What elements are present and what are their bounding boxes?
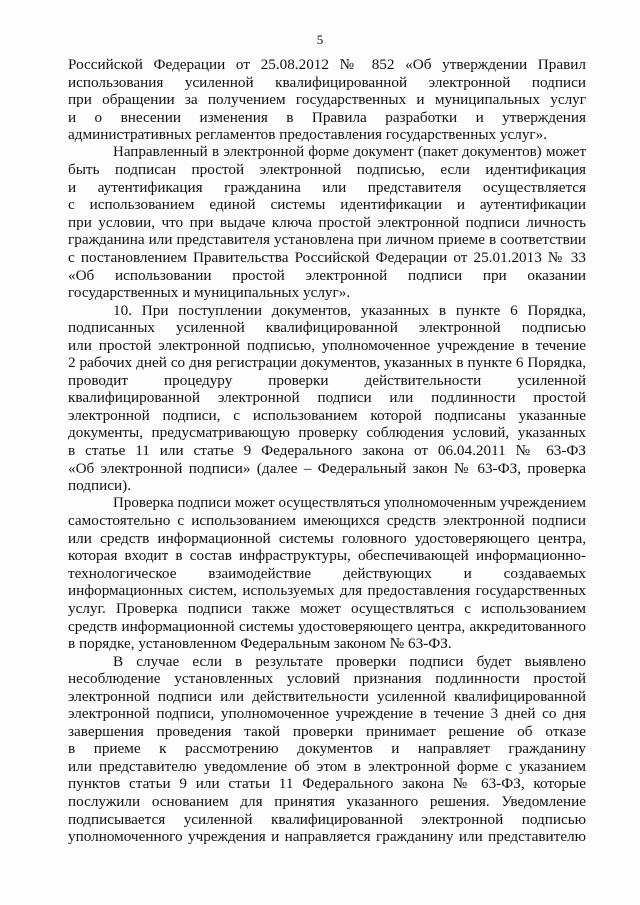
text-line: самостоятельно с использованием имеющихся средств электронной подписи [68, 512, 586, 530]
document-body [68, 56, 586, 846]
text-line: с постановлением Правительства Российской Федерации от 25.01.2013 № 33 [68, 249, 586, 267]
text-line: государственных и муниципальных услуг». [68, 284, 351, 302]
text-line: документы, предусматривающую проверку соблюдения условий, указанных [68, 424, 586, 442]
text-line: уполномоченного учреждения и направляется гражданину или представителю [68, 828, 586, 846]
text-line: или простой электронной подписью, уполномоченное учреждение в течение [68, 336, 586, 354]
page-number: 5 [316, 32, 324, 47]
text-line: информационных систем, используемых для предоставления государственных [68, 582, 586, 600]
text-line: квалифицированной электронной подписи или подлинности простой [68, 389, 586, 407]
text-line: или представителю уведомление об этом в электронной форме с указанием [68, 757, 586, 775]
text-line: при обращении за получением государственных и муниципальных услуг [68, 91, 586, 109]
text-line: гражданина или представителя установлена при личном приеме в соответствии [68, 231, 586, 249]
text-line: Проверка подписи может осуществляться уполномоченным учреждением [113, 494, 586, 511]
text-line: в порядке, установленном Федеральным законом № 63-ФЗ. [68, 635, 452, 653]
text-line: завершения проведения такой проверки принимает решение об отказе [68, 722, 586, 740]
text-line: послужили основанием для принятия указанного решения. Уведомление [68, 792, 586, 810]
paragraph [68, 144, 586, 302]
text-line: Направленный в электронной форме документ (пакет документов) может [113, 143, 586, 160]
text-line: 10. При поступлении документов, указанных в пункте 6 Порядка, [113, 301, 586, 319]
paragraph [68, 56, 586, 144]
text-line: В случае если в результате проверки подписи будет выявлено [113, 652, 586, 670]
text-line: «Об электронной подписи» (далее – Федеральный закон № 63-ФЗ, проверка [68, 459, 586, 477]
text-line: использования усиленной квалифицированной электронной подписи [68, 73, 586, 91]
text-line: и о внесении изменения в Правила разработки и утверждения [68, 108, 586, 126]
text-line: при условии, что при выдаче ключа простой электронной подписи личность [68, 213, 586, 231]
paragraph [68, 302, 586, 495]
text-line: с использованием единой системы идентификации и аутентификации [68, 196, 586, 214]
text-line: 2 рабочих дней со дня регистрации документов, указанных в пункте 6 Порядка, [68, 354, 586, 372]
text-line: услуг. Проверка подписи также может осуществляться с использованием [68, 599, 586, 617]
paragraph [68, 653, 586, 846]
text-line: подписывается усиленной квалифицированной электронной подписью [68, 810, 586, 828]
text-line: проводит процедуру проверки действительности усиленной [68, 371, 586, 389]
text-line: административных регламентов предоставления государственных услуг». [68, 126, 548, 144]
text-line: в статье 11 или статье 9 Федерального закона от 06.04.2011 № 63-ФЗ [68, 442, 586, 460]
text-line: технологическое взаимодействие действующих и создаваемых [68, 564, 586, 582]
text-line: пунктов статьи 9 или статьи 11 Федерального закона № 63-ФЗ, которые [68, 775, 586, 793]
text-line: подписанных усиленной квалифицированной электронной подписью [68, 319, 586, 337]
text-line: Российской Федерации от 25.08.2012 № 852 «Об утверждении Правил [68, 56, 586, 73]
text-line: или средств информационной системы головного удостоверяющего центра, [68, 529, 586, 547]
paragraph [68, 495, 586, 653]
text-line: которая входит в состав инфраструктуры, обеспечивающей информационно- [68, 547, 586, 565]
text-line: электронной подписи или действительности усиленной квалифицированной [68, 687, 586, 705]
text-line: электронной подписи, с использованием которой подписаны указанные [68, 406, 586, 424]
text-line: «Об использовании простой электронной подписи при оказании [68, 266, 586, 284]
text-line: быть подписан простой электронной подписью, если идентификация [68, 161, 586, 179]
text-line: в приеме к рассмотрению документов и направляет гражданину [68, 740, 586, 758]
text-line: средств информационной системы удостоверяющего центра, аккредитованного [68, 617, 586, 635]
text-line: несоблюдение установленных условий признания подлинности простой [68, 670, 586, 688]
text-line: и аутентификация гражданина или представителя осуществляется [68, 178, 586, 196]
text-line: электронной подписи, уполномоченное учреждение в течение 3 дней со дня [68, 705, 586, 723]
text-line: подписи). [68, 477, 131, 495]
